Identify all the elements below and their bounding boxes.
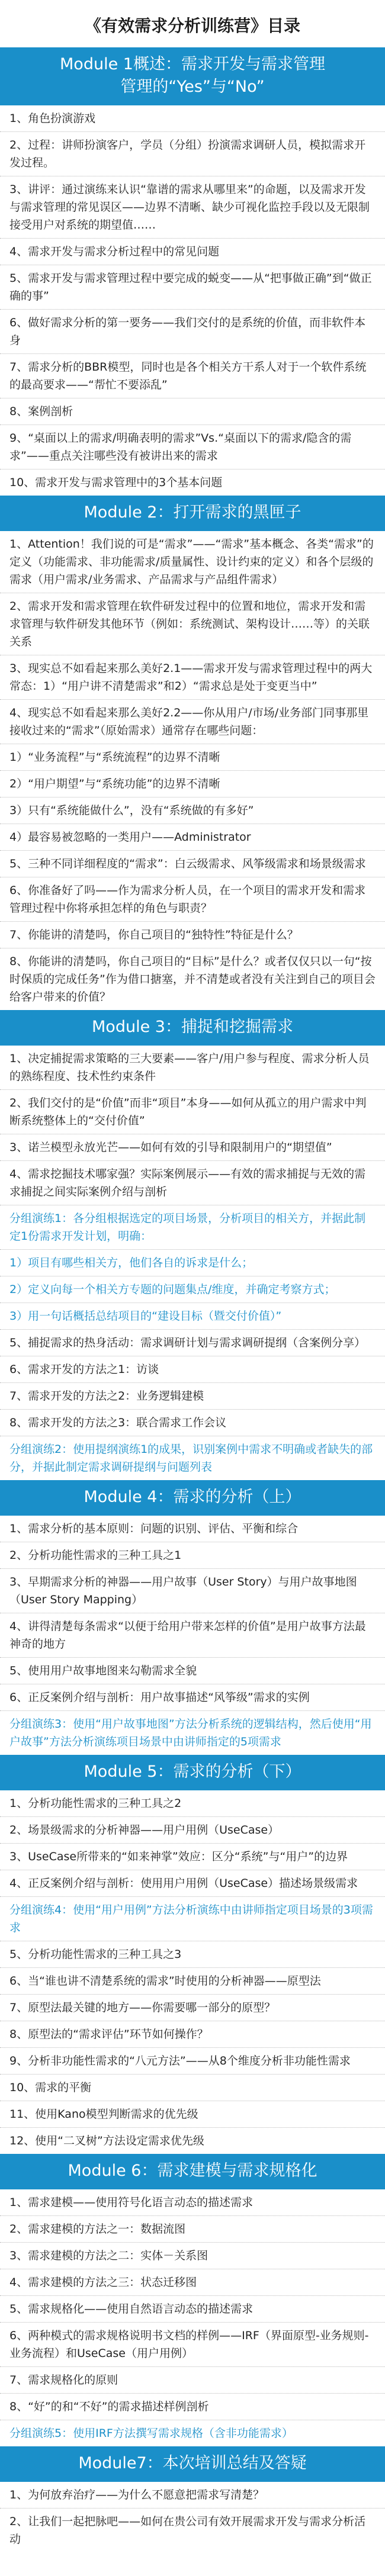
outline-item: 1）“业务流程”与“系统流程”的边界不清晰 (0, 744, 385, 771)
outline-item: 8、“好”的和“不好”的需求描述样例剖析 (0, 2394, 385, 2420)
outline-item: 3、诺兰模型永放光芒——如何有效的引导和限制用户的“期望值” (0, 1134, 385, 1161)
outline-item: 6、需求开发的方法之1：访谈 (0, 1356, 385, 1383)
module-subtitle: 管理的“Yes”与“No” (120, 78, 265, 96)
outline-item: 4、需求建模的方法之三：状态迁移图 (0, 2269, 385, 2296)
exercise-item: 分组演练5：使用IRF方法撰写需求规格（含非功能需求） (9, 2427, 293, 2440)
outline-item: 1、需求分析的基本原则：问题的识别、评估、平衡和综合 (0, 1516, 385, 1542)
module-header (0, 47, 385, 105)
outline-item: 1、需求建模——使用符号化语言动态的描述需求 (0, 2189, 385, 2216)
outline-item: 7、你能讲的清楚吗，你自己项目的“独特性”特征是什么？ (0, 922, 385, 948)
outline-item: 7、需求分析的BBR模型，同时也是各个相关方干系人对于一个软件系统的最高要求——“帮忙不要添乱” (0, 354, 385, 398)
module-item-list (0, 2189, 385, 2446)
module-header (0, 496, 385, 531)
outline-item: 3、需求建模的方法之二：实体－关系图 (0, 2243, 385, 2269)
outline-item: 3、讲评：通过演练来认识“靠谱的需求从哪里来”的命题，以及需求开发与需求管理的常见误区——边界不清晰、缺少可视化监控手段以及无限制接受用户对系统的期望值…… (0, 176, 385, 239)
module-list (0, 47, 385, 2552)
outline-item: 6、当“谁也讲不清楚系统的需求”时使用的分析神器——原型法 (0, 1968, 385, 1995)
outline-item: 5、需求开发与需求管理过程中要完成的蜕变——从“把事做正确”到“做正确的事” (0, 265, 385, 310)
outline-item: 8、你能讲的清楚吗，你自己项目的“目标”是什么？或者仅仅只以一句“按时保质的完成任务”作为借口搪塞，并不清楚或者没有关注到自己的项目会给客户带来的价值？ (9, 955, 376, 1004)
outline-item: 2、让我们一起把脉吧——如何在贵公司有效开展需求开发与需求分析活动 (9, 2515, 366, 2546)
exercise-item: 分组演练1：各分组根据选定的项目场景，分析项目的相关方，并据此制定1份需求开发计划，明确： (0, 1205, 385, 1250)
outline-item: 5、捕捉需求的热身活动：需求调研计划与需求调研提纲（含案例分享） (0, 1330, 385, 1356)
outline-item: 3）只有“系统能做什么”，没有“系统做的有多好” (0, 797, 385, 824)
outline-item: 9、分析非功能性需求的“八元方法”——从8个维度分析非功能性需求 (0, 2048, 385, 2075)
exercise-item: 分组演练2：使用提纲演练1的成果，识别案例中需求不明确或者缺失的部分，并据此制定需求调研提纲与问题列表 (9, 1443, 373, 1474)
outline-item: 2、分析功能性需求的三种工具之1 (0, 1542, 385, 1569)
exercise-item: 分组演练3：使用“用户故事地图”方法分析系统的逻辑结构，然后使用“用户故事”方法分析演练项目场景中由讲师指定的5项需求 (9, 1718, 372, 1748)
module-header (0, 2446, 385, 2482)
module-header (0, 1755, 385, 1790)
module-title: Module 4：需求的分析（上） (84, 1488, 301, 1506)
outline-item: 2、过程：讲师扮演客户，学员（分组）扮演需求调研人员，模拟需求开发过程。 (0, 132, 385, 176)
module-section (0, 496, 385, 1010)
module-header (0, 2154, 385, 2189)
module-title: Module 3：捕捉和挖掘需求 (92, 1018, 293, 1036)
module-title: Module 5：需求的分析（下） (84, 1763, 301, 1781)
module-title: Module 1概述：需求开发与需求管理 (60, 55, 325, 73)
module-section (0, 1010, 385, 1480)
outline-item: 6、你准备好了吗——作为需求分析人员，在一个项目的需求开发和需求管理过程中你将承担怎样的角色与职责？ (0, 877, 385, 922)
outline-item: 2）“用户期望”与“系统功能”的边界不清晰 (0, 771, 385, 797)
outline-item: 12、使用“二叉树”方法设定需求优先级 (9, 2134, 204, 2147)
outline-item: 3、UseCase所带来的“如来神掌”效应：区分“系统”与“用户”的边界 (0, 1844, 385, 1870)
outline-item: 1、角色扮演游戏 (0, 105, 385, 132)
module-title: Module 2：打开需求的黑匣子 (84, 503, 301, 522)
outline-item: 2、我们交付的是“价值”而非“项目”本身——如何从孤立的用户需求中判断系统整体上的“交付价值” (0, 1090, 385, 1134)
outline-item: 9、“桌面以上的需求/明确表明的需求”Vs.“桌面以下的需求/隐含的需求”——重点关注哪些没有被讲出来的需求 (0, 425, 385, 469)
module-section (0, 2446, 385, 2552)
outline-item: 8、需求开发的方法之3：联合需求工作会议 (0, 1410, 385, 1436)
outline-item: 2、需求建模的方法之一：数据流图 (0, 2216, 385, 2243)
exercise-item: 3）用一句话概括总结项目的“建设目标（暨交付价值）” (0, 1303, 385, 1330)
module-section (0, 1480, 385, 1755)
outline-item: 8、原型法的“需求评估”环节如何操作？ (0, 2021, 385, 2048)
module-title: Module 6：需求建模与需求规格化 (68, 2162, 317, 2180)
module-item-list (0, 1516, 385, 1755)
outline-item: 2、需求开发和需求管理在软件研发过程中的位置和地位，需求开发和需求管理与软件研发其他环节（例如：系统测试、架构设计……等）的关联关系 (0, 593, 385, 655)
module-section (0, 1755, 385, 2154)
outline-item: 5、三种不同详细程度的“需求”：白云级需求、风筝级需求和场景级需求 (0, 851, 385, 877)
outline-item: 1、Attention！我们说的可是“需求”——“需求”基本概念、各类“需求”的定义（功能需求、非功能需求/质量属性、设计约束的定义）和各个层级的需求（用户需求/业务需求、产品需求与产品组件需求） (0, 531, 385, 593)
outline-item: 4、现实总不如看起来那么美好2.2——你从用户/市场/业务部门同事那里接收过来的“需求”（原始需求）通常存在哪些问题： (0, 700, 385, 744)
outline-item: 10、需求的平衡 (0, 2075, 385, 2101)
outline-item: 3、现实总不如看起来那么美好2.1——需求开发与需求管理过程中的两大常态：1）“用户讲不清楚需求”和2）“需求总是处于变更当中” (0, 655, 385, 700)
outline-item: 7、需求规格化的原则 (0, 2367, 385, 2394)
outline-item: 6、正反案例介绍与剖析：用户故事描述“风筝级”需求的实例 (0, 1684, 385, 1711)
exercise-item: 分组演练4：使用“用户用例”方法分析演练中由讲师指定项目场景的3项需求 (0, 1897, 385, 1941)
outline-item: 11、使用Kano模型判断需求的优先级 (0, 2101, 385, 2128)
module-title: Module7：本次培训总结及答疑 (78, 2454, 307, 2472)
module-section (0, 2154, 385, 2446)
module-item-list (0, 1790, 385, 2154)
exercise-item: 1）项目有哪些相关方，他们各自的诉求是什么； (0, 1250, 385, 1276)
outline-item: 7、原型法最关键的地方——你需要哪一部分的原型？ (0, 1995, 385, 2021)
outline-item: 6、两种模式的需求规格说明书文档的样例——IRF（界面原型-业务规则-业务流程）和UseCase（用户用例） (0, 2323, 385, 2367)
module-header (0, 1010, 385, 1046)
outline-item: 6、做好需求分析的第一要务——我们交付的是系统的价值，而非软件本身 (0, 310, 385, 354)
module-item-list (0, 1046, 385, 1480)
exercise-item: 2）定义向每一个相关方专题的问题集点/维度，并确定考察方式； (0, 1276, 385, 1303)
module-item-list (0, 531, 385, 1010)
outline-item: 1、为何放弃治疗——为什么不愿意把需求写清楚？ (0, 2482, 385, 2509)
document-title: 《有效需求分析训练营》目录 (84, 16, 300, 36)
module-item-list (0, 105, 385, 496)
outline-item: 2、场景级需求的分析神器——用户用例（UseCase） (0, 1817, 385, 1844)
outline-item: 1、分析功能性需求的三种工具之2 (0, 1790, 385, 1817)
module-item-list (0, 2482, 385, 2552)
outline-item: 3、早期需求分析的神器——用户故事（User Story）与用户故事地图（User Story Mapping） (0, 1569, 385, 1613)
module-section (0, 47, 385, 496)
module-header (0, 1480, 385, 1516)
outline-item: 4、正反案例介绍与剖析：使用用户用例（UseCase）描述场景级需求 (0, 1870, 385, 1897)
outline-item: 10、需求开发与需求管理中的3个基本问题 (9, 476, 223, 489)
outline-item: 5、需求规格化——使用自然语言动态的描述需求 (0, 2296, 385, 2323)
outline-item: 4、讲得清楚每条需求“以便于给用户带来怎样的价值”是用户故事方法最神奇的地方 (0, 1613, 385, 1658)
outline-item: 4、需求挖掘技术哪家强？实际案例展示——有效的需求捕捉与无效的需求捕捉之间实际案例介绍与剖析 (0, 1161, 385, 1205)
outline-item: 5、使用用户故事地图来勾勒需求全貌 (0, 1658, 385, 1684)
outline-item: 1、决定捕捉需求策略的三大要素——客户/用户参与程度、需求分析人员的熟练程度、技术性约束条件 (0, 1046, 385, 1090)
outline-item: 5、分析功能性需求的三种工具之3 (0, 1941, 385, 1968)
outline-item: 7、需求开发的方法之2：业务逻辑建模 (0, 1383, 385, 1410)
outline-item: 4）最容易被忽略的一类用户——Administrator (0, 824, 385, 851)
outline-item: 8、案例剖析 (0, 398, 385, 425)
outline-item: 4、需求开发与需求分析过程中的常见问题 (0, 239, 385, 265)
